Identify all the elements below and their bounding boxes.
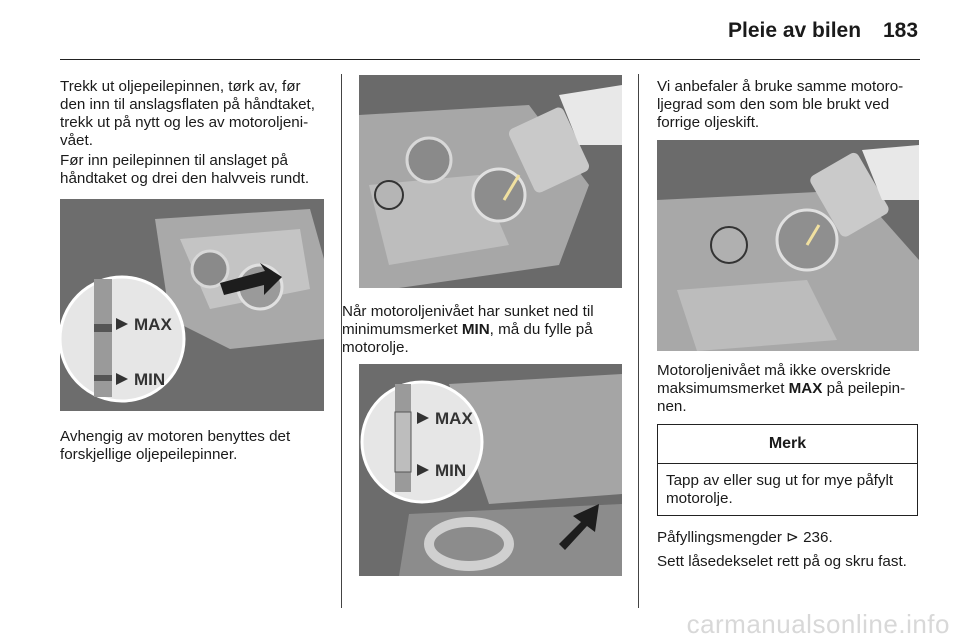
col1-paragraph-2: Før inn peilepinnen til anslaget på håndtaket og drei den halvveis rundt. xyxy=(60,152,310,187)
col2-paragraph-1: Når motoroljenivået har sunket ned til minimumsmerket MIN, må du fylle på motorolje. xyxy=(342,303,594,356)
dipstick-illustration-1 xyxy=(60,199,324,411)
col1-fig-min-label: MIN xyxy=(134,370,166,389)
note-box xyxy=(657,424,918,516)
watermark: carmanualsonline.info xyxy=(686,609,950,639)
col3-paragraph-2: Motoroljenivået må ikke overskride maksimumsmerket MAX på peilepin- nen. xyxy=(657,362,906,415)
note-body: Tapp av eller sug ut for mye påfylt motorolje. xyxy=(666,472,894,507)
col3-paragraph-1: Vi anbefaler å bruke samme motoro- ljegrad som den som ble brukt ved forrige oljeskift. xyxy=(657,78,904,131)
oil-fill-illustration-2 xyxy=(657,140,919,351)
column-divider-2 xyxy=(638,74,639,608)
note-title: Merk xyxy=(658,425,917,464)
col1-fig-max-label: MAX xyxy=(134,315,172,334)
col1-paragraph-3: Avhengig av motoren benyttes det forskjellige oljepeilepinner. xyxy=(60,428,291,463)
col2-fig-max-label: MAX xyxy=(435,409,473,428)
page-header xyxy=(0,0,960,60)
oil-fill-illustration-1 xyxy=(359,75,622,288)
capacity-reference[interactable]: Påfyllingsmengder ⊳ 236. xyxy=(657,529,833,546)
col3-paragraph-4: Sett låsedekselet rett på og skru fast. xyxy=(657,553,907,570)
col1-paragraph-1: Trekk ut oljepeilepinnen, tørk av, før den inn til anslagsflaten på håndtaket, trekk ut på nytt og les av motoroljeni- vået. xyxy=(60,78,315,149)
page-number: 183 xyxy=(883,19,919,42)
header-rule xyxy=(60,59,920,60)
dipstick-illustration-2 xyxy=(359,364,622,576)
page-title: Pleie av bilen xyxy=(728,19,862,42)
col2-fig-min-label: MIN xyxy=(435,461,467,480)
